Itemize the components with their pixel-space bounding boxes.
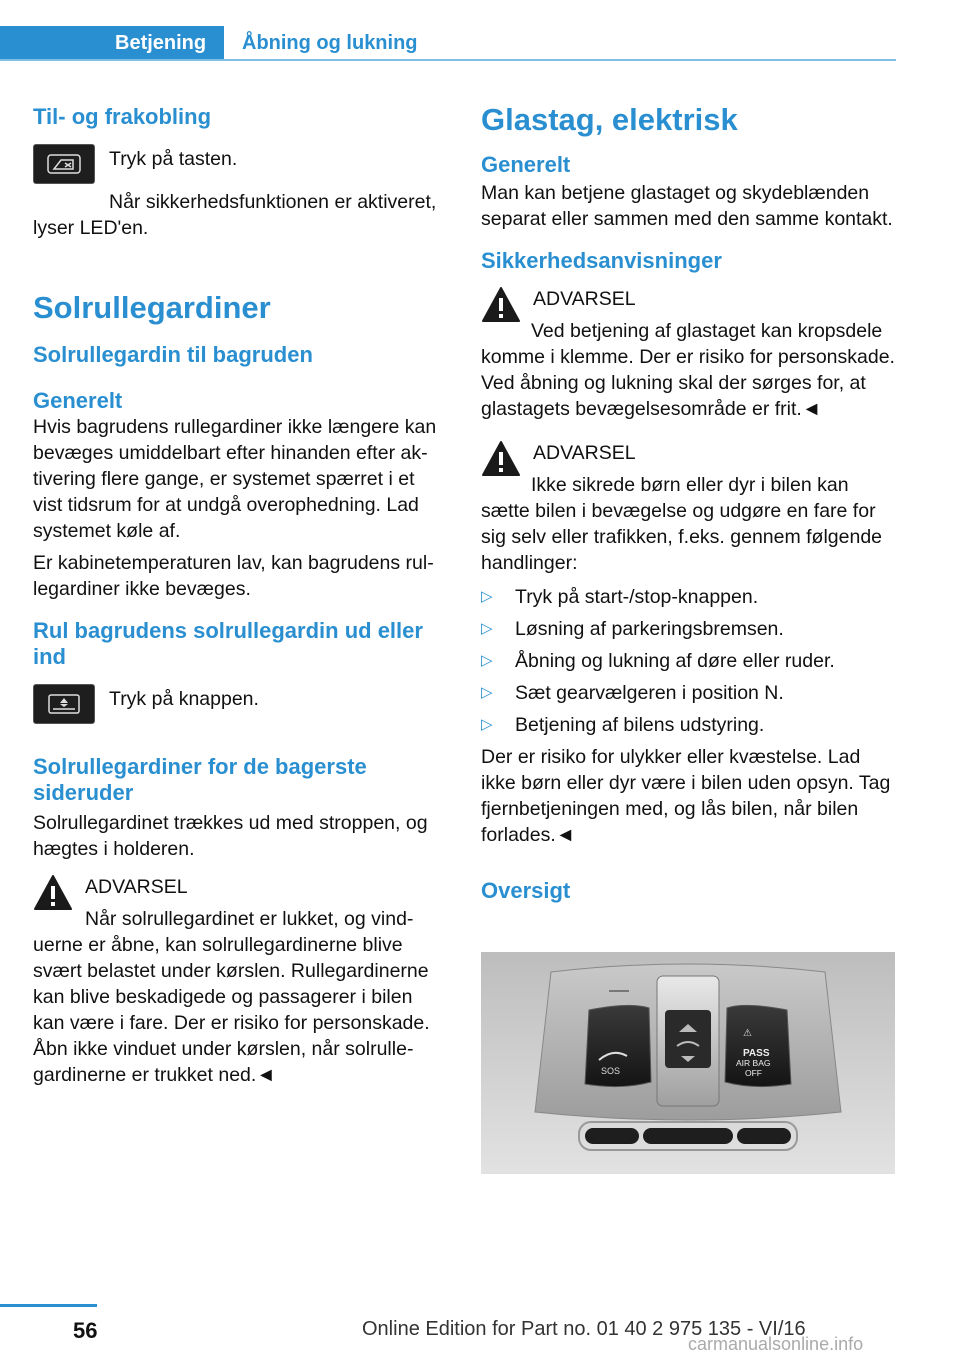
airbag-label: AIR BAG (736, 1058, 771, 1068)
heading-rul-bagrude: Rul bagrudens solrullegardin ud eller ind (33, 618, 423, 669)
instruction-press-key: Tryk på tasten. (109, 148, 238, 170)
list-item (481, 616, 895, 642)
heading-solrullegardin-bagruden: Solrullegardin til bagruden (33, 342, 313, 367)
rear-sunblind-button-icon (33, 684, 95, 724)
warning-text-left-content: Når solrullegardinet er lukket, og vinduerne er åbne, kan solrullegardinerne blive svært belastet under kørslen. Rullegardinerne kan blive beskadigede og passagerer i bilen kan være i fare. Der er risiko for personskade. Åbn ikke vinduet under kørslen, når solrullegardinerne er trukket ned.◄ (33, 908, 430, 1086)
paragraph-led-text: Når sikkerhedsfunktionen er aktiveret, lyser LED'en. (33, 191, 437, 239)
warning-text-right-1-content: Ved betjening af glastaget kan kropsdele komme i klemme. Der er risiko for personskade. Ved åbning og lukning skal der sørges for, at glastagets bevægelsesområde er frit.◄ (481, 320, 895, 420)
paragraph-stroppen: Solrullegardinet trækkes ud med stroppen, og hægtes i holderen. (33, 812, 428, 860)
page-header (0, 0, 960, 62)
watermark-text: carmanualsonline.info (688, 1334, 864, 1354)
list-item (481, 584, 895, 610)
list-bullet-icon: ▷ (481, 716, 493, 733)
list-item-text: Betjening af bilens udstyring. (515, 714, 765, 736)
warning-text-right-1 (481, 318, 895, 422)
paragraph-led (33, 189, 443, 241)
warning-label-left: ADVARSEL (85, 876, 188, 898)
paragraph-bagrude-2: Er kabinetemperaturen lav, kan bagrudens rullegardiner ikke bevæges. (33, 552, 434, 600)
svg-text:⚠: ⚠ (743, 1028, 752, 1039)
instruction-press-button: Tryk på knappen. (109, 688, 259, 710)
list-item-text: Tryk på start-/stop-knappen. (515, 586, 759, 608)
list-item-text: Åbning og lukning af døre eller ruder. (515, 650, 835, 672)
section-tab-abning: Åbning og lukning (242, 32, 418, 54)
list-item (481, 680, 895, 706)
list-item (481, 712, 895, 738)
pass-label: PASS (743, 1048, 770, 1059)
paragraph-glastag: Man kan betjene glastaget og skydeblænden separat eller sammen med den samme kontakt. (481, 182, 893, 230)
edition-text: Online Edition for Part no. 01 40 2 975 135 - VI/16 (362, 1318, 806, 1340)
warning-text-left (33, 906, 443, 1088)
heading-generelt-left: Generelt (33, 388, 123, 413)
paragraph-ulykker: Der er risiko for ulykker eller kvæstelse. Lad ikke børn eller dyr være i bilen uden opsyn. Tag fjernbetjeningen med, og lås bilen, når bilen forlades.◄ (481, 746, 891, 846)
list-bullet-icon: ▷ (481, 652, 493, 669)
heading-oversigt: Oversigt (481, 878, 571, 903)
list-item (481, 648, 895, 674)
chapter-glastag: Glastag, elektrisk (481, 102, 738, 137)
list-bullet-icon: ▷ (481, 588, 493, 605)
heading-bagerste-sideruder: Solrullegardiner for de bagerste sideruder (33, 754, 367, 805)
warning-label-right-1: ADVARSEL (533, 288, 636, 310)
warning-label-right-2: ADVARSEL (533, 442, 636, 464)
list-item-text: Løsning af parkeringsbremsen. (515, 618, 784, 640)
heading-til-frakobling: Til- og frakobling (33, 104, 212, 129)
warning-text-right-2-content: Ikke sikrede børn eller dyr i bilen kan sætte bilen i bevægelse og udgøre en fare for sig selv eller trafikken, f.eks. gennem følgende handlinger: (481, 474, 883, 574)
safety-lock-button-icon (33, 144, 95, 184)
list-item-text: Sæt gearvælgeren i position N. (515, 682, 784, 704)
left-column (33, 100, 443, 1088)
overhead-console-photo (481, 952, 895, 1174)
warning-triangle-icon (481, 440, 521, 478)
section-tab-betjening: Betjening (0, 26, 224, 60)
off-label: OFF (745, 1068, 762, 1078)
footer-rule (0, 1304, 97, 1307)
sunblind-button-row (33, 684, 443, 724)
chapter-solrullegardiner: Solrullegardiner (33, 290, 271, 325)
sos-label: SOS (601, 1066, 621, 1076)
hazard-action-list (481, 584, 895, 738)
heading-sikkerhedsanvisninger: Sikkerhedsanvisninger (481, 248, 722, 273)
header-rule (0, 59, 896, 61)
right-column (481, 100, 895, 904)
paragraph-bagrude-1: Hvis bagrudens rullegardiner ikke længere kan bevæges umiddelbart efter hinanden efter aktivering flere gange, er systemet spærret i et vist tidsrum for at undgå overophedning. Lad systemet køle af. (33, 416, 437, 542)
list-bullet-icon: ▷ (481, 684, 493, 701)
page-number: 56 (73, 1318, 98, 1343)
warning-triangle-icon (481, 286, 521, 324)
heading-generelt-right: Generelt (481, 152, 571, 177)
warning-triangle-icon (33, 874, 73, 912)
list-bullet-icon: ▷ (481, 620, 493, 637)
safety-button-row (33, 144, 443, 184)
warning-text-right-2 (481, 472, 895, 576)
